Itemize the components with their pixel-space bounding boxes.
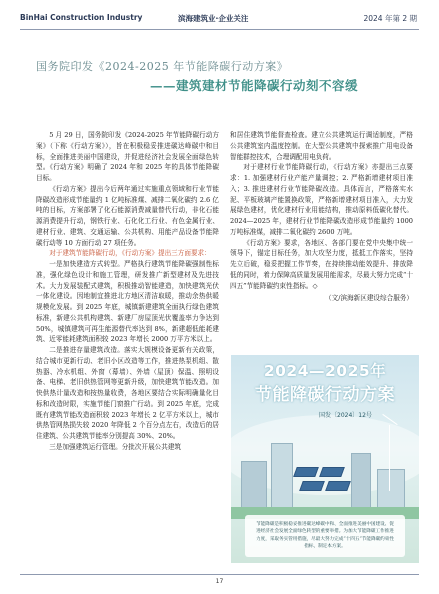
solar-panel-illustration [299, 481, 325, 491]
page-header [0, 0, 439, 32]
paragraph: 三是加强建筑运行管理。分批次开展公共建筑 [49, 442, 182, 451]
page-number: 17 [215, 578, 224, 585]
issue-number: 2024 年第 2 期 [363, 14, 417, 23]
cover-summary-box [245, 515, 405, 557]
section-subhead: 对于建筑节能降碳行动，《行动方案》提出三方面要求： [49, 249, 211, 258]
cover-summary: 节能降碳是积极稳妥推进碳达峰碳中和、全面推进美丽中国建设、促进经济社会发展全面绿色转型的重要举措。为加大节能降碳工作推进力度，采取务实管用措施，尽最大努力完成“十四五”节能降碳约束性指标，制定本方案。 [256, 522, 394, 549]
paragraph: 一是加快建造方式转型。严格执行建筑节能降碳强制性标准，强化绿色设计和施工管理，研发推广新型建材及先进技术。大力发展装配式建筑，积极推动智能建造，加快建筑光伏一体化建设。因地制宜推进北方地区清洁取暖，推动余热供暖规模化发展。到 2025 年底，城镇新建建筑全面执行绿色建筑标准，新建公共机构建筑、新建厂房屋顶光伏覆盖率力争达到 50%，城镇建筑可再生能源替代率达到 8%，新建超低能耗建筑、近零能耗建筑面积较 2023 年增长 2000 万平方米以上。 [36, 260, 219, 344]
right-column [230, 130, 413, 304]
left-column [36, 130, 219, 453]
building-illustration [351, 453, 371, 513]
policy-cover-image [231, 355, 419, 563]
page-footer [20, 574, 419, 585]
building-illustration [271, 443, 293, 513]
paragraph: 《行动方案》提出今后两年通过实施重点领域和行业节能降碳改造形成节能量约 1 亿吨标准煤、减排二氧化碳约 2.6 亿吨的目标，方案部署了化石能源消费减量替代行动，非化石能源消费提升行动，钢铁行业、石化化工行业、有色金属行业、建材行业、建筑、交通运输、公共机构、用能产品设备节能降碳行动等 10 方面行动 27 项任务。 [36, 184, 219, 247]
article-subtitle: ——建筑建材节能降碳行动刻不容缓 [150, 78, 359, 93]
solar-panel-illustration [319, 467, 345, 477]
solar-panel-illustration [293, 467, 319, 477]
publication-name: BinHai Construction Industry [20, 13, 143, 22]
paragraph: 二是推进存量建筑改造。落实大规模设备更新有关政策，结合城市更新行动、老旧小区改造等工作，推进热泵机组、散热器、冷水机组、外窗（幕墙）、外墙（屋顶）保温、照明设备、电梯、老旧供热管网等更新升级，加快建筑节能改造。加快供热计量改造和按热量收费，各地区要结合实际明确量化目标和改造时限，实施节能门窗推广行动。到 2025 年底，完成既有建筑节能改造面积较 2023 年增长 2 亿平方米以上，城市供热管网热损失较 2020 年降低 2 个百分点左右，改造后的居住建筑、公共建筑节能率分别提高 30%、20%。 [36, 346, 219, 440]
article-title: 国务院印发《2024-2025 年节能降碳行动方案》 [36, 60, 289, 73]
column-name: 滨海建筑业·企业关注 [178, 14, 249, 23]
footer-rule [20, 574, 419, 575]
solar-panel-illustration [325, 481, 351, 491]
paragraph: 5 月 29 日，国务院印发《2024-2025 年节能降碳行动方案》（下称《行动方案》），旨在积极稳妥推进碳达峰碳中和目标，全面推进美丽中国建设，并促进经济社会发展全面绿色转型。《行动方案》明确了 2024 年和 2025 年的具体节能降碳目标。 [36, 131, 219, 182]
paragraph: 和居住建筑节能督查检查。建立公共建筑运行调适制度，严格公共建筑室内温度控制。在大型公共建筑中探索推广用电设备智能群控技术，合理调配用电负荷。 [230, 131, 413, 161]
paragraph: 对于建材行业节能降碳行动，《行动方案》亦提出三点要求：1. 加强建材行业产能产量调控；2. 严格新增建材项目准入；3. 推进建材行业节能降碳改造。具体而言，严格落实水泥、平板玻璃产能置换政策，严格新增建材项目准入，大力发展绿色建材，优化建材行业用能结构，推动原料低碳化替代。2024—2025 年，建材行业节能降碳改造形成节能量约 1000 万吨标准煤，减排二氧化碳约 2600 万吨。 [230, 163, 413, 236]
header-rule [20, 29, 419, 30]
cover-year: 2024—2025年 [263, 362, 387, 380]
paragraph: 《行动方案》要求，各地区、各部门要在党中央集中统一领导下，锚定目标任务，加大攻坚力度，抵抵工作落实，坚持先立后破，稳妥把握工作节奏，在持续推动能效提升、排放降低的同时，着力保障高质量发展用能需求，尽最大努力完成“十四五”节能降碳约束性指标。◇ [230, 238, 413, 290]
building-illustration [241, 461, 267, 513]
article-credit: （文/滨海新区建设综合服务） [325, 294, 413, 303]
cover-document-number: 国发〔2024〕12号 [319, 412, 372, 419]
wind-turbine-illustration [389, 425, 390, 491]
cover-title: 节能降碳行动方案 [255, 385, 395, 405]
